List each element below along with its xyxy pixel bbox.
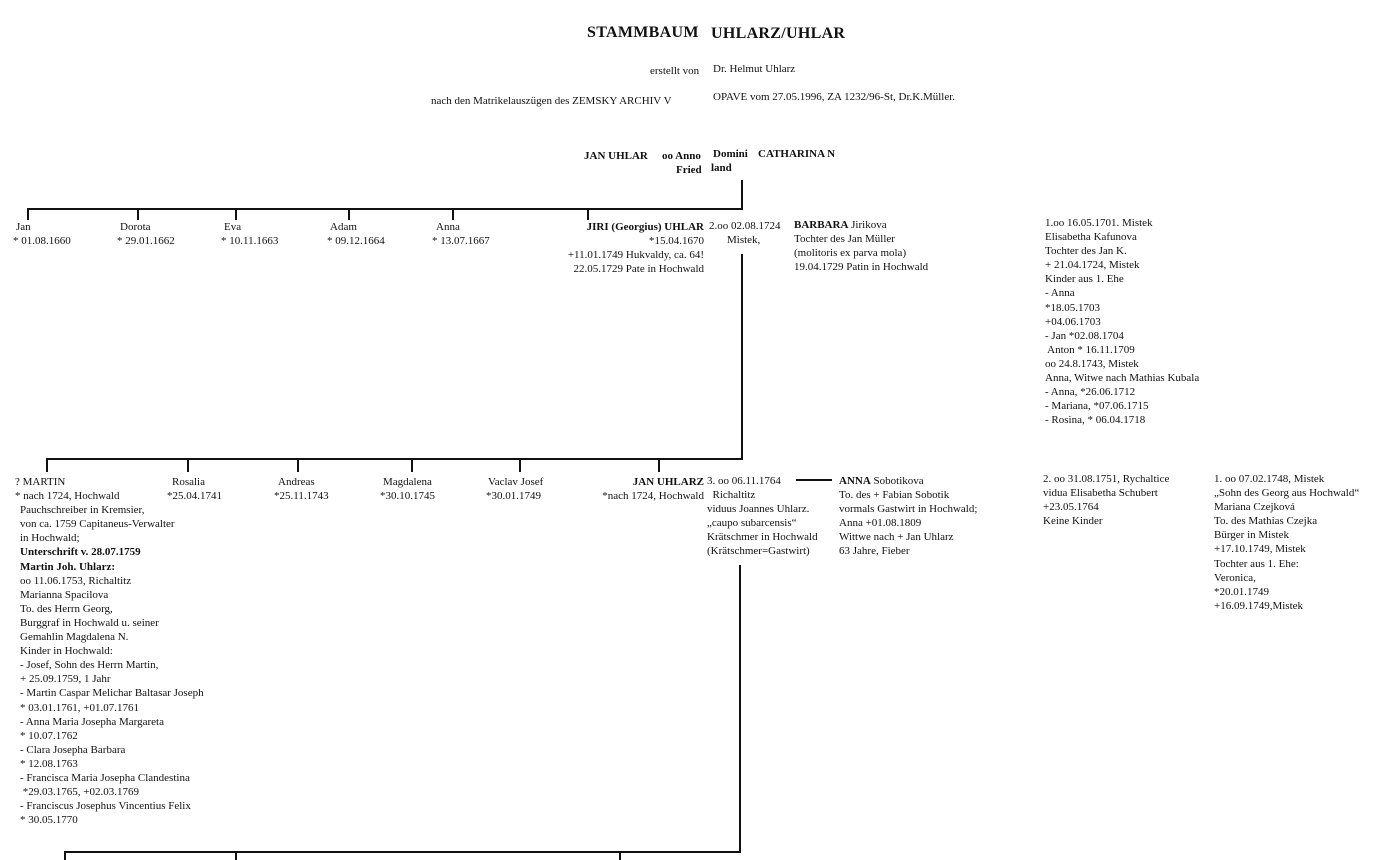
martin-line: Burggraf in Hochwald u. seiner	[20, 616, 159, 629]
gen1-tick	[137, 208, 139, 220]
jiri-line: 22.05.1729 Pate in Hochwald	[573, 263, 704, 276]
fm1-line: 1.oo 16.05.1701. Mistek	[1045, 217, 1153, 229]
marriage3-line: viduus Joannes Uhlarz.	[707, 503, 810, 516]
martin-line: * 10.07.1762	[20, 729, 78, 742]
sm-line: +23.05.1764	[1043, 501, 1099, 514]
fm2-line: Mariana Czejková	[1214, 501, 1295, 514]
gen1-child-born: * 09.12.1664	[327, 235, 385, 247]
created-by-name: Dr. Helmut Uhlarz	[713, 63, 796, 75]
gen2-tick	[658, 458, 660, 472]
gen2-child-born: *30.10.1745	[380, 490, 435, 502]
gen2-child-born: *30.01.1749	[486, 490, 541, 502]
barbara-block	[794, 218, 928, 274]
gen2-child-born: *25.11.1743	[274, 490, 329, 502]
gen2-child-born: *25.04.1741	[167, 490, 222, 502]
fm1-line: oo 24.8.1743, Mistek	[1045, 357, 1139, 370]
fm1-line: - Mariana, *07.06.1715	[1045, 400, 1149, 413]
gen2-tick	[187, 458, 189, 472]
barbara-name-rest: Jirikova	[848, 219, 887, 231]
gen1-child-name: Jan	[16, 221, 31, 233]
jan-second-marriage-block	[1043, 472, 1169, 528]
fm1-line: Anna, Witwe nach Mathias Kubala	[1045, 372, 1200, 385]
martin-line: - Anna Maria Josepha Margareta	[20, 715, 164, 728]
martin-line: - Francisca Maria Josepha Clandestina	[20, 771, 190, 784]
marriage3-line: (Krätschmer=Gastwirt)	[707, 545, 810, 558]
martin-line: Kinder in Hochwald:	[20, 645, 113, 658]
root-marriage-right: Domini	[713, 148, 748, 160]
jiri-line: +11.01.1749 Hukvaldy, ca. 64!	[567, 249, 704, 262]
martin-line: To. des Herrn Georg,	[20, 602, 113, 615]
fm1-line: - Jan *02.08.1704	[1045, 329, 1124, 342]
barbara-line: 19.04.1729 Patin in Hochwald	[794, 261, 929, 274]
fm2-line: +16.09.1749,Mistek	[1214, 599, 1304, 612]
root-marriage-left: oo Anno	[662, 150, 701, 162]
martin-line: Gemahlin Magdalena N.	[20, 631, 129, 644]
marriage3-line: Krätschmer in Hochwald	[707, 531, 818, 544]
barbara-line: (molitoris ex parva mola)	[794, 247, 907, 260]
marriage3-line: Richaltitz	[707, 489, 756, 502]
jan-descent-line	[739, 565, 741, 852]
marriage3-line: 3. oo 06.11.1764	[707, 475, 781, 487]
fm1-line: Kinder aus 1. Ehe	[1045, 273, 1124, 286]
gen1-child-born: * 01.08.1660	[13, 235, 71, 247]
jiri-descent-line	[741, 254, 743, 459]
anna-line: To. des + Fabian Sobotik	[839, 489, 950, 502]
gen1-tick	[348, 208, 350, 220]
barbara-name-bold: BARBARA	[794, 219, 849, 231]
sm-line: vidua Elisabetha Schubert	[1043, 487, 1158, 500]
gen3-tick	[619, 851, 621, 860]
gen1-tick	[235, 208, 237, 220]
gen2-tick	[46, 458, 48, 472]
gen1-tick	[452, 208, 454, 220]
root-wife: CATHARINA N	[758, 148, 836, 160]
root-descent-line	[741, 180, 743, 210]
martin-line: * nach 1724, Hochwald	[15, 490, 120, 503]
gen2-tick	[411, 458, 413, 472]
gen2-tick	[297, 458, 299, 472]
gen3-tick	[235, 851, 237, 860]
source-left: nach den Matrikelauszügen des ZEMSKY ARCHIV V	[431, 95, 672, 107]
gen1-child-born: * 13.07.1667	[432, 235, 490, 247]
martin-line: Marianna Spacilova	[20, 588, 109, 601]
root-fried: Fried	[676, 164, 702, 176]
gen1-sibling-line	[27, 208, 743, 210]
gen1-child-name: Anna	[436, 221, 460, 233]
martin-line: Pauchschreiber in Kremsier,	[20, 504, 145, 517]
marriage3-line: „caupo subarcensis“	[707, 517, 797, 530]
martin-line: * 12.08.1763	[20, 757, 78, 770]
fm1-line: *18.05.1703	[1045, 301, 1100, 314]
martin-line: - Franciscus Josephus Vincentius Felix	[20, 800, 191, 813]
marriage2-date: 2.oo 02.08.1724	[709, 220, 781, 232]
jiri-line: *15.04.1670	[649, 235, 704, 248]
jan-uhlarz-name: JAN UHLARZ	[632, 476, 704, 488]
gen2-child-name: Magdalena	[383, 476, 432, 488]
gen1-child-name: Adam	[330, 221, 357, 233]
martin-line: in Hochwald;	[20, 532, 80, 545]
gen2-child-name: Rosalia	[172, 476, 205, 488]
fm2-line: „Sohn des Georg aus Hochwald“	[1214, 487, 1360, 500]
title-family-name: UHLARZ/UHLAR	[711, 25, 846, 42]
anna-line: Anna +01.08.1809	[839, 517, 922, 530]
title-stammbaum: STAMMBAUM	[587, 24, 699, 41]
martin-line: Martin Joh. Uhlarz:	[20, 560, 116, 573]
root-husband: JAN UHLAR	[584, 150, 648, 162]
fm2-line: +17.10.1749, Mistek	[1214, 543, 1306, 556]
martin-line: - Clara Josepha Barbara	[20, 743, 126, 756]
fm2-line: 1. oo 07.02.1748, Mistek	[1214, 473, 1325, 485]
fm1-line: Elisabetha Kafunova	[1045, 231, 1137, 244]
gen1-tick	[587, 208, 589, 220]
source-right: OPAVE vom 27.05.1996, ZA 1232/96-St, Dr.K.Müller.	[713, 91, 956, 103]
anna-block	[839, 474, 977, 559]
barbara-line: Tochter des Jan Müller	[794, 233, 895, 246]
fm1-line: Anton * 16.11.1709	[1045, 343, 1135, 356]
marriage3-block	[707, 474, 818, 559]
fm1-line: + 21.04.1724, Mistek	[1045, 259, 1140, 272]
martin-line: ? MARTIN	[15, 476, 66, 488]
martin-line: - Josef, Sohn des Herrn Martin,	[20, 659, 159, 672]
fm2-line: *20.01.1749	[1214, 585, 1269, 598]
fm2-line: To. des Mathias Czejka	[1214, 515, 1318, 528]
martin-block	[15, 475, 204, 827]
gen2-child-name: Vaclav Josef	[488, 476, 544, 488]
gen1-child-name: Dorota	[120, 221, 151, 233]
fm1-line: - Anna, *26.06.1712	[1045, 386, 1136, 399]
martin-line: von ca. 1759 Capitaneus-Verwalter	[20, 518, 175, 531]
gen2-child-name: Andreas	[278, 476, 315, 488]
martin-line: *29.03.1765, +02.03.1769	[20, 786, 139, 799]
anna-line: vormals Gastwirt in Hochwald;	[839, 503, 978, 516]
anna-line: Wittwe nach + Jan Uhlarz	[839, 531, 954, 544]
anna-name-rest: Sobotikova	[870, 475, 924, 487]
fm2-line: Veronica,	[1214, 571, 1256, 584]
fm2-line: Bürger in Mistek	[1214, 529, 1289, 542]
root-land: land	[711, 162, 732, 174]
martin-line: + 25.09.1759, 1 Jahr	[20, 673, 111, 686]
fm1-line: +04.06.1703	[1045, 315, 1101, 328]
jiri-block	[568, 220, 704, 276]
gen2-sibling-line	[46, 458, 743, 460]
gen1-tick	[27, 208, 29, 220]
anna-line: 63 Jahre, Fieber	[839, 545, 910, 558]
gen3-tick	[64, 851, 66, 860]
sm-line: 2. oo 31.08.1751, Rychaltice	[1043, 473, 1170, 485]
martin-line: - Martin Caspar Melichar Baltasar Joseph	[20, 687, 204, 700]
fm1-line: - Rosina, * 06.04.1718	[1045, 414, 1146, 427]
martin-line: oo 11.06.1753, Richaltitz	[20, 574, 132, 587]
martin-line: * 30.05.1770	[20, 814, 78, 827]
gen1-child-born: * 29.01.1662	[117, 235, 175, 247]
created-by-label: erstellt von	[650, 65, 700, 77]
martin-line: * 03.01.1761, +01.07.1761	[20, 701, 139, 714]
gen1-child-born: * 10.11.1663	[221, 235, 279, 247]
jan-uhlarz-block	[602, 475, 704, 503]
gen2-tick	[519, 458, 521, 472]
gen3-sibling-line	[64, 851, 741, 853]
martin-line: Unterschrift v. 28.07.1759	[20, 546, 141, 559]
sm-line: Keine Kinder	[1043, 515, 1103, 528]
jiri-first-marriage-block	[1045, 216, 1199, 427]
fm2-line: Tochter aus 1. Ehe:	[1214, 557, 1299, 570]
fm1-line: - Anna	[1045, 287, 1075, 300]
marriage3-dash	[796, 479, 832, 481]
jan-uhlarz-born: *nach 1724, Hochwald	[602, 490, 704, 503]
gen1-child-name: Eva	[224, 221, 242, 233]
marriage2-place: Mistek,	[727, 234, 761, 246]
jiri-name: JIRI (Georgius) UHLAR	[586, 221, 704, 233]
fm1-line: Tochter des Jan K.	[1045, 245, 1127, 258]
jan-first-marriage-block	[1214, 472, 1359, 613]
anna-name-bold: ANNA	[839, 475, 871, 487]
